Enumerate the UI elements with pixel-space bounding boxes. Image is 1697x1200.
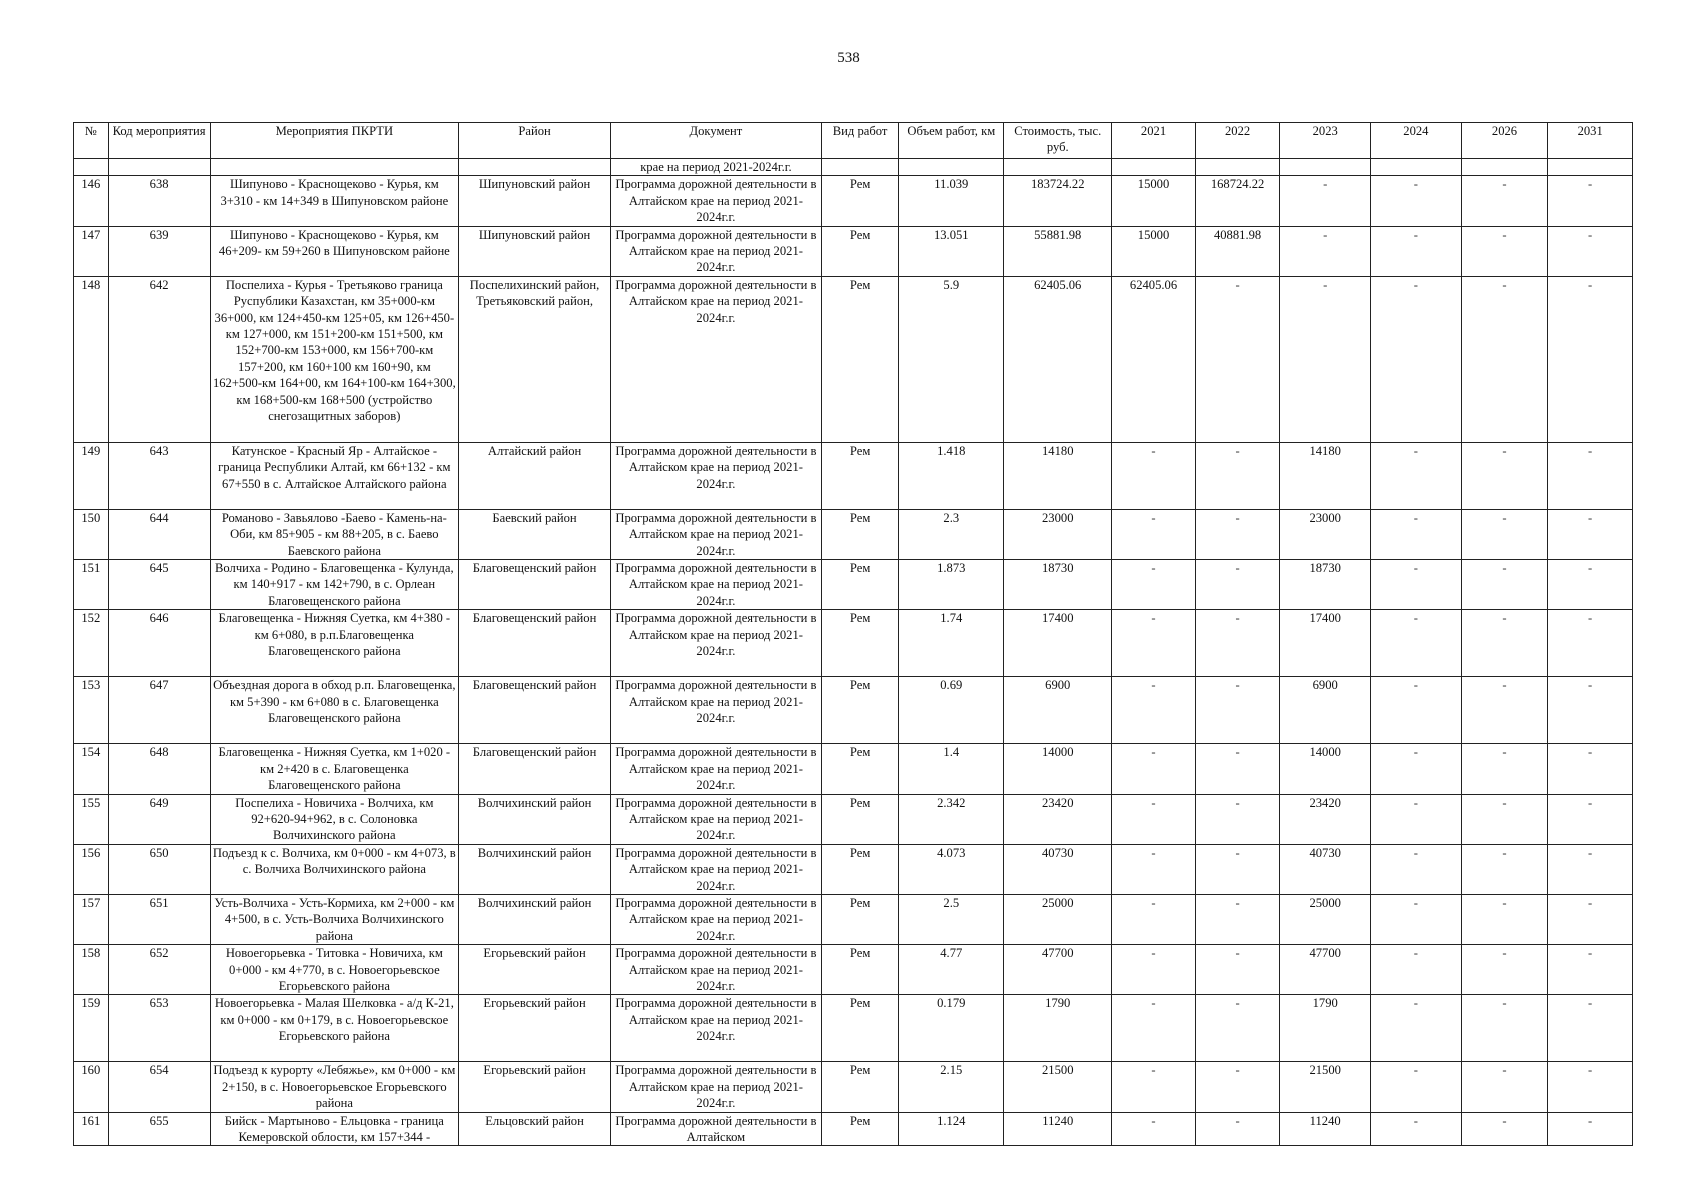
table-cell: 1.74 (899, 610, 1004, 677)
table-cell: Ельцовский район (459, 1112, 611, 1146)
table-cell: 654 (108, 1062, 210, 1112)
table-cell: 15000 (1112, 226, 1196, 276)
table-cell: - (1461, 610, 1548, 677)
table-cell: - (1461, 276, 1548, 442)
header-cell: Мероприятия ПКРТИ (210, 123, 459, 159)
table-header-row (74, 123, 1633, 159)
table-cell: - (1280, 176, 1371, 226)
table-cell: 150 (74, 509, 109, 559)
table-cell: Программа дорожной деятельности в Алтайском крае на период 2021-2024г.г. (610, 677, 821, 744)
table-cell: - (1112, 677, 1196, 744)
table-cell: 159 (74, 995, 109, 1062)
table-cell: 25000 (1004, 894, 1112, 944)
table-cell: 157 (74, 894, 109, 944)
table-cell: - (1548, 844, 1633, 894)
table-cell: Программа дорожной деятельности в Алтайском (610, 1112, 821, 1146)
table-cell: 40881.98 (1195, 226, 1280, 276)
table-cell: - (1371, 945, 1462, 995)
table-cell: - (1371, 560, 1462, 610)
table-cell: Рем (821, 677, 898, 744)
table-cell: - (1461, 744, 1548, 794)
table-cell: - (1112, 1112, 1196, 1146)
table-cell: 156 (74, 844, 109, 894)
table-cell: 23420 (1280, 794, 1371, 844)
table-cell: 18730 (1004, 560, 1112, 610)
table-cell: Рем (821, 276, 898, 442)
table-row (74, 744, 1633, 794)
table-cell: - (1195, 945, 1280, 995)
table-cell: Рем (821, 1062, 898, 1112)
table-cell: 146 (74, 176, 109, 226)
table-cell: - (1461, 1112, 1548, 1146)
header-cell: Объем работ, км (899, 123, 1004, 159)
table-cell: Программа дорожной деятельности в Алтайском крае на период 2021-2024г.г. (610, 945, 821, 995)
table-cell: - (1195, 610, 1280, 677)
table-cell: - (1195, 744, 1280, 794)
table-cell: 0.179 (899, 995, 1004, 1062)
table-cell: - (1112, 945, 1196, 995)
table-cell: - (1195, 995, 1280, 1062)
table-cell: - (1461, 894, 1548, 944)
table-cell: 4.77 (899, 945, 1004, 995)
table-cell: Рем (821, 1112, 898, 1146)
table-cell: - (1548, 1062, 1633, 1112)
table-cell: Волчихинский район (459, 844, 611, 894)
table-cell: - (1461, 226, 1548, 276)
table-cell: 158 (74, 945, 109, 995)
table-cell: - (1548, 442, 1633, 509)
table-cell: - (1195, 560, 1280, 610)
table-cell: 646 (108, 610, 210, 677)
table-cell: Программа дорожной деятельности в Алтайском крае на период 2021-2024г.г. (610, 844, 821, 894)
table-cell: - (1548, 176, 1633, 226)
table-cell: Программа дорожной деятельности в Алтайском крае на период 2021-2024г.г. (610, 1062, 821, 1112)
table-cell: Рем (821, 794, 898, 844)
table-cell: - (1548, 794, 1633, 844)
table-row (74, 276, 1633, 442)
table-cell: - (1112, 610, 1196, 677)
table-cell (1280, 159, 1371, 176)
table-row (74, 995, 1633, 1062)
table-cell: Подъезд к с. Волчиха, км 0+000 - км 4+073, в с. Волчиха Волчихинского района (210, 844, 459, 894)
table-cell: - (1548, 226, 1633, 276)
header-cell: 2023 (1280, 123, 1371, 159)
header-cell: Вид работ (821, 123, 898, 159)
table-cell: 2.3 (899, 509, 1004, 559)
table-cell: - (1461, 176, 1548, 226)
table-cell (1195, 159, 1280, 176)
table-row (74, 844, 1633, 894)
table-cell: - (1195, 442, 1280, 509)
table-cell: Программа дорожной деятельности в Алтайском крае на период 2021-2024г.г. (610, 610, 821, 677)
table-cell: Рем (821, 226, 898, 276)
table-cell: 6900 (1280, 677, 1371, 744)
table-cell: 651 (108, 894, 210, 944)
table-cell: Рем (821, 442, 898, 509)
table-cell: Волчихинский район (459, 794, 611, 844)
table-cell: Поспелихинский район, Третьяковский район, (459, 276, 611, 442)
table-cell: - (1548, 509, 1633, 559)
table-cell: Благовещенский район (459, 744, 611, 794)
table-row (74, 894, 1633, 944)
table-cell: Благовещенка - Нижняя Суетка, км 4+380 - км 6+080, в р.п.Благовещенка Благовещенского района (210, 610, 459, 677)
table-cell: 40730 (1280, 844, 1371, 894)
table-row (74, 226, 1633, 276)
table-cell: 1.124 (899, 1112, 1004, 1146)
table-cell: - (1371, 176, 1462, 226)
table-cell: 14180 (1280, 442, 1371, 509)
table-cell: - (1195, 1062, 1280, 1112)
table-row (74, 560, 1633, 610)
table-cell: 21500 (1280, 1062, 1371, 1112)
table-cell: 1.418 (899, 442, 1004, 509)
table-cell: - (1461, 509, 1548, 559)
table-cell: Егорьевский район (459, 945, 611, 995)
table-cell: 647 (108, 677, 210, 744)
table-cell: 40730 (1004, 844, 1112, 894)
table-cell: Благовещенский район (459, 610, 611, 677)
table-cell (899, 159, 1004, 176)
table-cell: Поспелиха - Новичиха - Волчиха, км 92+620-94+962, в с. Солоновка Волчихинского района (210, 794, 459, 844)
table-cell (1548, 159, 1633, 176)
header-cell: 2024 (1371, 123, 1462, 159)
table-cell: Благовещенский район (459, 560, 611, 610)
table-cell: 152 (74, 610, 109, 677)
table-cell: 11.039 (899, 176, 1004, 226)
table-cell: 11240 (1004, 1112, 1112, 1146)
table-cell: 644 (108, 509, 210, 559)
table-cell: 4.073 (899, 844, 1004, 894)
table-cell: - (1548, 744, 1633, 794)
table-cell (210, 159, 459, 176)
table-cell: Программа дорожной деятельности в Алтайском крае на период 2021-2024г.г. (610, 176, 821, 226)
table-cell: Новоегорьевка - Титовка - Новичиха, км 0+000 - км 4+770, в с. Новоегорьевское Егорьевского района (210, 945, 459, 995)
table-cell: 1.4 (899, 744, 1004, 794)
table-cell: 161 (74, 1112, 109, 1146)
table-cell: Егорьевский район (459, 1062, 611, 1112)
table-row (74, 509, 1633, 559)
table-cell: 0.69 (899, 677, 1004, 744)
table-cell: Рем (821, 945, 898, 995)
table-cell: - (1461, 1062, 1548, 1112)
table-cell: 1790 (1004, 995, 1112, 1062)
header-cell: 2022 (1195, 123, 1280, 159)
table-row (74, 1112, 1633, 1146)
table-cell: - (1548, 945, 1633, 995)
table-cell: 642 (108, 276, 210, 442)
table-cell: - (1371, 794, 1462, 844)
table-cell: Рем (821, 744, 898, 794)
table-cell: Объездная дорога в обход р.п. Благовещенка, км 5+390 - км 6+080 в с. Благовещенка Благовещенского района (210, 677, 459, 744)
table-cell: 147 (74, 226, 109, 276)
table-cell: 2.342 (899, 794, 1004, 844)
page-number: 538 (837, 50, 860, 66)
table-cell: Шипуновский район (459, 226, 611, 276)
table-row (74, 677, 1633, 744)
table-cell: 155 (74, 794, 109, 844)
table-cell: Поспелиха - Курья - Третьяково граница Руспублики Казахстан, км 35+000-км 36+000, км 124+450-км 125+05, км 126+450-км 127+000, км 151+200-км 151+500, км 152+700-км 153+000, км 156+700-км 157+200, км 160+100 км 160+90, км 162+500-км 164+00, км 164+100-км 164+300, км 168+500-км 168+500 (устройство снегозащитных заборов) (210, 276, 459, 442)
table-cell: Программа дорожной деятельности в Алтайском крае на период 2021-2024г.г. (610, 560, 821, 610)
table-cell: - (1371, 509, 1462, 559)
table-cell: 14000 (1280, 744, 1371, 794)
table-cell: - (1112, 744, 1196, 794)
table-cell: 23420 (1004, 794, 1112, 844)
table-cell: - (1371, 442, 1462, 509)
table-cell: 14000 (1004, 744, 1112, 794)
table-cell: 148 (74, 276, 109, 442)
table-cell: 655 (108, 1112, 210, 1146)
table-cell: - (1461, 794, 1548, 844)
table-cell: - (1195, 509, 1280, 559)
table-cell: Рем (821, 844, 898, 894)
table-cell: - (1195, 276, 1280, 442)
table-cell: 653 (108, 995, 210, 1062)
table-cell: 650 (108, 844, 210, 894)
table-cell: Программа дорожной деятельности в Алтайском крае на период 2021-2024г.г. (610, 276, 821, 442)
table-cell: - (1548, 677, 1633, 744)
table-cell: - (1112, 995, 1196, 1062)
table-cell: Программа дорожной деятельности в Алтайском крае на период 2021-2024г.г. (610, 794, 821, 844)
table-cell: Шипуновский район (459, 176, 611, 226)
table-cell: Благовещенский район (459, 677, 611, 744)
table-cell (1461, 159, 1548, 176)
table-cell: - (1461, 995, 1548, 1062)
table-cell: 55881.98 (1004, 226, 1112, 276)
table-cell: - (1548, 995, 1633, 1062)
header-cell: № (74, 123, 109, 159)
table-cell: 153 (74, 677, 109, 744)
table-cell: - (1371, 677, 1462, 744)
table-cell: 183724.22 (1004, 176, 1112, 226)
header-cell: Стоимость, тыс. руб. (1004, 123, 1112, 159)
table-cell: 47700 (1280, 945, 1371, 995)
table-row (74, 945, 1633, 995)
table-cell: 643 (108, 442, 210, 509)
table-cell: - (1371, 276, 1462, 442)
table-cell: - (1461, 442, 1548, 509)
table-cell: 47700 (1004, 945, 1112, 995)
table-cell: Катунское - Красный Яр - Алтайское - граница Республики Алтай, км 66+132 - км 67+550 в с. Алтайское Алтайского района (210, 442, 459, 509)
table-cell: Егорьевский район (459, 995, 611, 1062)
table-cell: 149 (74, 442, 109, 509)
table-cell: Программа дорожной деятельности в Алтайском крае на период 2021-2024г.г. (610, 995, 821, 1062)
table-cell: 6900 (1004, 677, 1112, 744)
table-cell: Волчиха - Родино - Благовещенка - Кулунда, км 140+917 - км 142+790, в с. Орлеан Благовещенского района (210, 560, 459, 610)
table-cell: Рем (821, 560, 898, 610)
table-cell: 168724.22 (1195, 176, 1280, 226)
table-cell: 11240 (1280, 1112, 1371, 1146)
table-row (74, 1062, 1633, 1112)
table-cell: - (1461, 945, 1548, 995)
table-cell: Рем (821, 176, 898, 226)
table-cell: Благовещенка - Нижняя Суетка, км 1+020 - км 2+420 в с. Благовещенка Благовещенского района (210, 744, 459, 794)
table-cell (821, 159, 898, 176)
table-cell: - (1461, 844, 1548, 894)
header-cell: Район (459, 123, 611, 159)
table-row (74, 794, 1633, 844)
table-cell: - (1548, 276, 1633, 442)
table-cell: - (1548, 610, 1633, 677)
table-cell: - (1548, 560, 1633, 610)
table-cell: - (1195, 677, 1280, 744)
table-cell: - (1371, 894, 1462, 944)
table-cell: - (1548, 1112, 1633, 1146)
table-cell: Бийск - Мартыново - Ельцовка - граница Кемеровской облости, км 157+344 - (210, 1112, 459, 1146)
table-cell: Волчихинский район (459, 894, 611, 944)
table-cell: Рем (821, 894, 898, 944)
header-cell: Документ (610, 123, 821, 159)
table-cell: 23000 (1280, 509, 1371, 559)
table-cell: Рем (821, 610, 898, 677)
projects-table (73, 122, 1633, 1146)
table-cell: 2.5 (899, 894, 1004, 944)
table-cell: 25000 (1280, 894, 1371, 944)
table-cell: - (1112, 894, 1196, 944)
table-cell (1004, 159, 1112, 176)
table-cell: 2.15 (899, 1062, 1004, 1112)
table-cell: Романово - Завьялово -Баево - Камень-на-Оби, км 85+905 - км 88+205, в с. Баево Баевского района (210, 509, 459, 559)
table-cell: - (1461, 560, 1548, 610)
table-cell: - (1112, 1062, 1196, 1112)
table-cell: - (1461, 677, 1548, 744)
table-cell: 62405.06 (1004, 276, 1112, 442)
table-cell (1371, 159, 1462, 176)
table-cell: - (1112, 844, 1196, 894)
table-cell: - (1548, 894, 1633, 944)
table-cell: Подъезд к курорту «Лебяжье», км 0+000 - км 2+150, в с. Новоегорьевское Егорьевского района (210, 1062, 459, 1112)
table-cell: - (1280, 276, 1371, 442)
table-cell (74, 159, 109, 176)
table-cell: Новоегорьевка - Малая Шелковка - а/д К-21, км 0+000 - км 0+179, в с. Новоегорьевское Егорьевского района (210, 995, 459, 1062)
table-cell: 648 (108, 744, 210, 794)
table-cell: 645 (108, 560, 210, 610)
table-cell: Шипуново - Краснощеково - Курья, км 3+310 - км 14+349 в Шипуновском районе (210, 176, 459, 226)
table-cell: Рем (821, 509, 898, 559)
table-cell: 151 (74, 560, 109, 610)
table-cell: Баевский район (459, 509, 611, 559)
table-cell: - (1371, 1062, 1462, 1112)
table-cell (459, 159, 611, 176)
table-cell: - (1112, 442, 1196, 509)
table-cell: - (1195, 844, 1280, 894)
table-cell: 18730 (1280, 560, 1371, 610)
header-cell: 2026 (1461, 123, 1548, 159)
table-cell: 1790 (1280, 995, 1371, 1062)
table-cell: - (1195, 1112, 1280, 1146)
table-cell: 5.9 (899, 276, 1004, 442)
table-cell: Программа дорожной деятельности в Алтайском крае на период 2021-2024г.г. (610, 509, 821, 559)
header-cell: 2021 (1112, 123, 1196, 159)
table-cell: 160 (74, 1062, 109, 1112)
table-row-continued (74, 159, 1633, 176)
table-cell: - (1195, 894, 1280, 944)
table-cell: 649 (108, 794, 210, 844)
table-cell: Алтайский район (459, 442, 611, 509)
table-cell: - (1112, 560, 1196, 610)
table-cell: - (1371, 995, 1462, 1062)
table-cell: - (1371, 1112, 1462, 1146)
table-cell: Программа дорожной деятельности в Алтайском крае на период 2021-2024г.г. (610, 894, 821, 944)
table-cell: Программа дорожной деятельности в Алтайском крае на период 2021-2024г.г. (610, 226, 821, 276)
table-cell: 62405.06 (1112, 276, 1196, 442)
table-cell: - (1371, 744, 1462, 794)
table-row (74, 610, 1633, 677)
table-cell: Программа дорожной деятельности в Алтайском крае на период 2021-2024г.г. (610, 744, 821, 794)
table-cell: 154 (74, 744, 109, 794)
table-cell: Усть-Волчиха - Усть-Кормиха, км 2+000 - км 4+500, в с. Усть-Волчиха Волчихинского района (210, 894, 459, 944)
table-cell: Рем (821, 995, 898, 1062)
table-cell: крае на период 2021-2024г.г. (610, 159, 821, 176)
table-cell: 17400 (1280, 610, 1371, 677)
table-cell: 652 (108, 945, 210, 995)
table-cell: - (1112, 509, 1196, 559)
table-cell: 638 (108, 176, 210, 226)
table-cell: Программа дорожной деятельности в Алтайском крае на период 2021-2024г.г. (610, 442, 821, 509)
table-cell: 13.051 (899, 226, 1004, 276)
table-cell: 639 (108, 226, 210, 276)
table-cell: 17400 (1004, 610, 1112, 677)
table-row (74, 442, 1633, 509)
table-cell: - (1280, 226, 1371, 276)
table-cell (108, 159, 210, 176)
table-row (74, 176, 1633, 226)
table-cell: - (1371, 610, 1462, 677)
header-cell: Код мероприятия (108, 123, 210, 159)
table-cell: - (1112, 794, 1196, 844)
table-cell: 14180 (1004, 442, 1112, 509)
table-cell: Шипуново - Краснощеково - Курья, км 46+209- км 59+260 в Шипуновском районе (210, 226, 459, 276)
table-cell: - (1371, 844, 1462, 894)
table-cell (1112, 159, 1196, 176)
table-cell: 21500 (1004, 1062, 1112, 1112)
table-cell: 15000 (1112, 176, 1196, 226)
table-cell: 23000 (1004, 509, 1112, 559)
table-cell: 1.873 (899, 560, 1004, 610)
table-cell: - (1371, 226, 1462, 276)
header-cell: 2031 (1548, 123, 1633, 159)
table-cell: - (1195, 794, 1280, 844)
